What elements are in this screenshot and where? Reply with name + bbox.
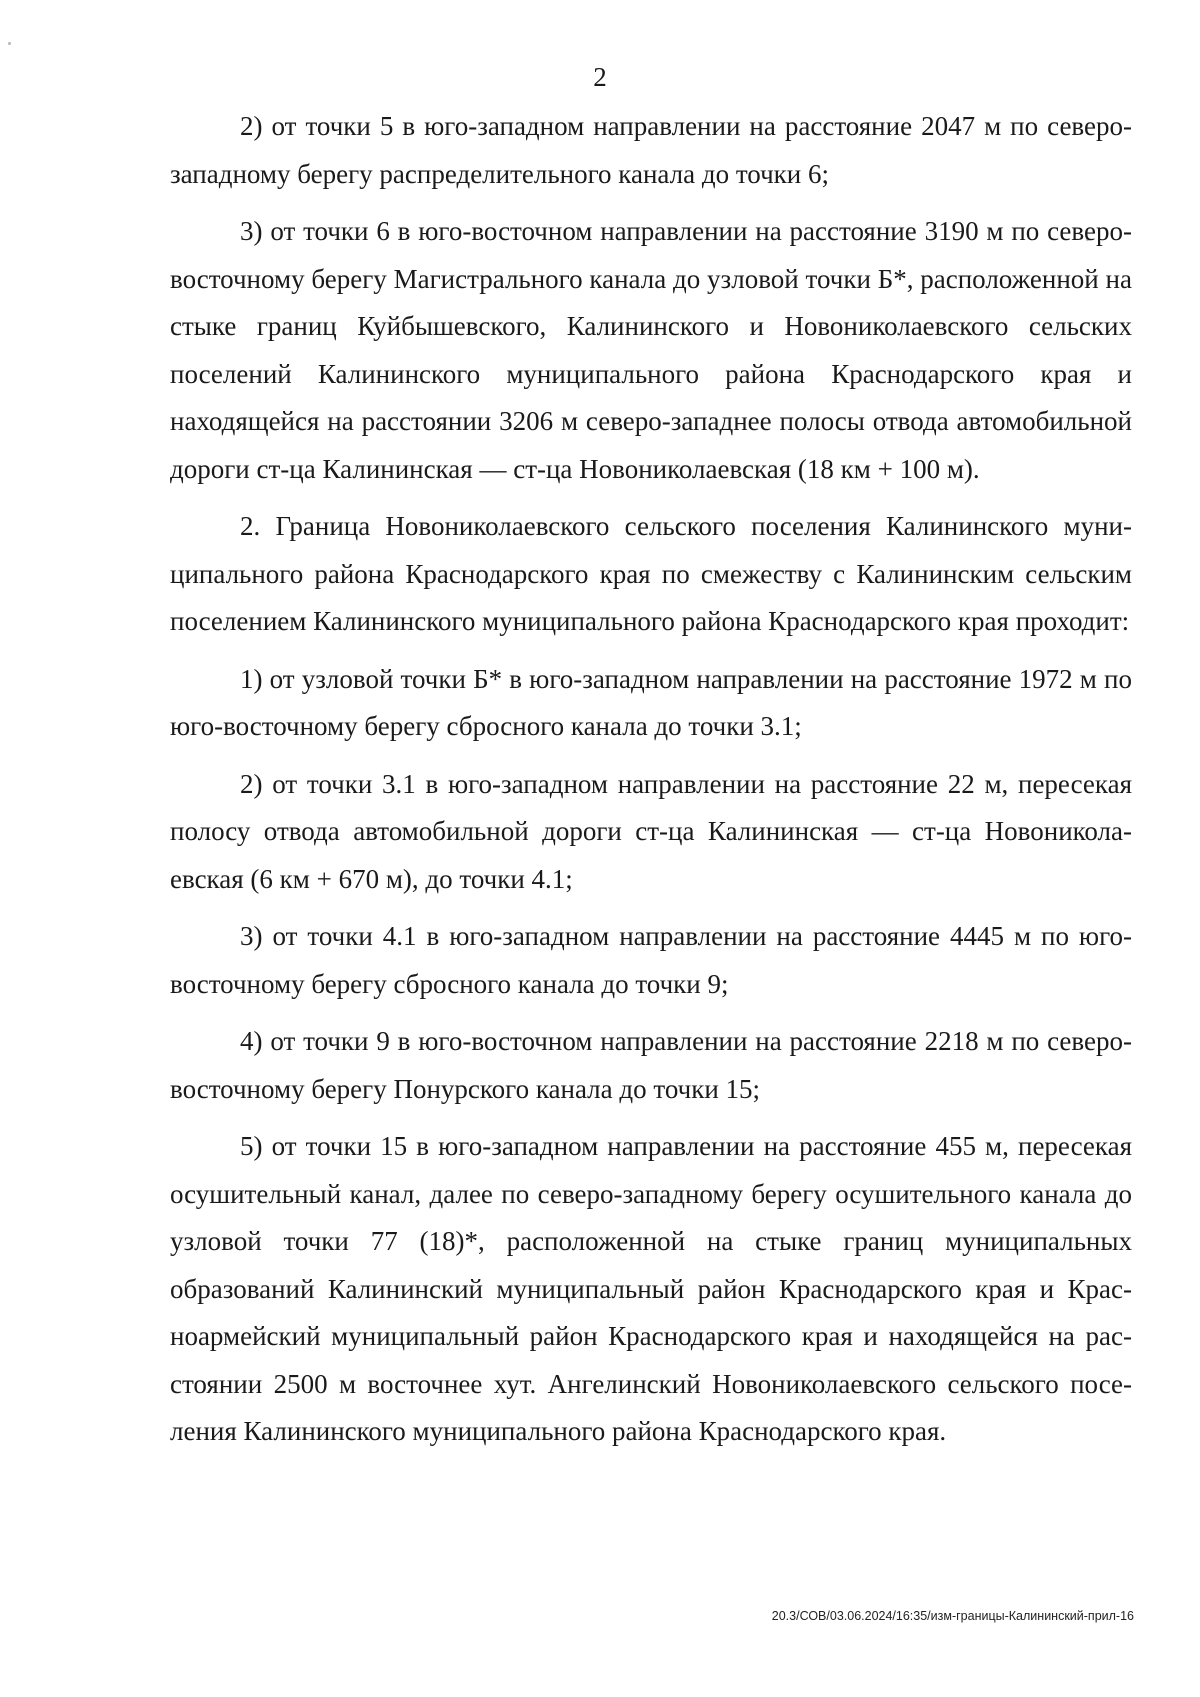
paragraph-subitem-1: 1) от узловой точки Б* в юго-западном направлении на расстояние 1972 м по юго-восточному берегу сбросного канала до точки 3.1;: [170, 663, 1132, 741]
paragraph-subitem-4: 4) от точки 9 в юго-восточном направлении на расстояние 2218 м по северо-восточному берегу Понурского канала до точки 15;: [170, 1026, 1132, 1104]
document-footer-code: 20.3/СОВ/03.06.2024/16:35/изм-границы-Калининский-прил-16: [771, 1609, 1134, 1623]
scan-speck: [8, 42, 11, 45]
paragraph-subitem-3: 3) от точки 4.1 в юго-западном направлении на расстояние 4445 м по юго-восточному берегу сбросного канала до точки 9;: [170, 921, 1132, 999]
paragraph-section-2: 2. Граница Новониколаевского сельского поселения Калининского муниципального района Краснодарского края по смежеству с Калининским сельским поселением Калининского муниципального района Краснодарского края проходит:: [170, 511, 1132, 636]
paragraph-item-3: 3) от точки 6 в юго-восточном направлении на расстояние 3190 м по северо-восточному берегу Магистрального канала до узловой точки Б*, расположенной на стыке границ Куйбышевского, Калининского и Новониколаевского сельских поселений Калининского муниципального района Краснодарского края и находящейся на расстоянии 3206 м северо-западнее полосы отвода автомобильной дороги ст-ца Калининская — ст-ца Новониколаевская (18 км + 100 м).: [170, 216, 1132, 484]
paragraph-subitem-5: 5) от точки 15 в юго-западном направлении на расстояние 455 м, пересекая осушительный канал, далее по северо-западному берегу осушительного канала до узловой точки 77 (18)*, расположенной на стыке границ муниципальных образований Калининский муниципальный район Краснодарского края и Красноармейский муниципальный район Краснодарского края и находящейся на расстоянии 2500 м восточнее хут. Ангелинский Новониколаевского сельского поселения Калининского муниципального района Краснодарского края.: [170, 1131, 1132, 1446]
document-body: [170, 103, 1132, 1466]
page-number: 2: [593, 62, 607, 92]
paragraph-subitem-2: 2) от точки 3.1 в юго-западном направлении на расстояние 22 м, пересекая полосу отвода автомобильной дороги ст-ца Калининская — ст-ца Новониколаевская (6 км + 670 м), до точки 4.1;: [170, 768, 1132, 894]
paragraph-item-2: 2) от точки 5 в юго-западном направлении на расстояние 2047 м по северо-западному берегу распределительного канала до точки 6;: [170, 111, 1132, 189]
